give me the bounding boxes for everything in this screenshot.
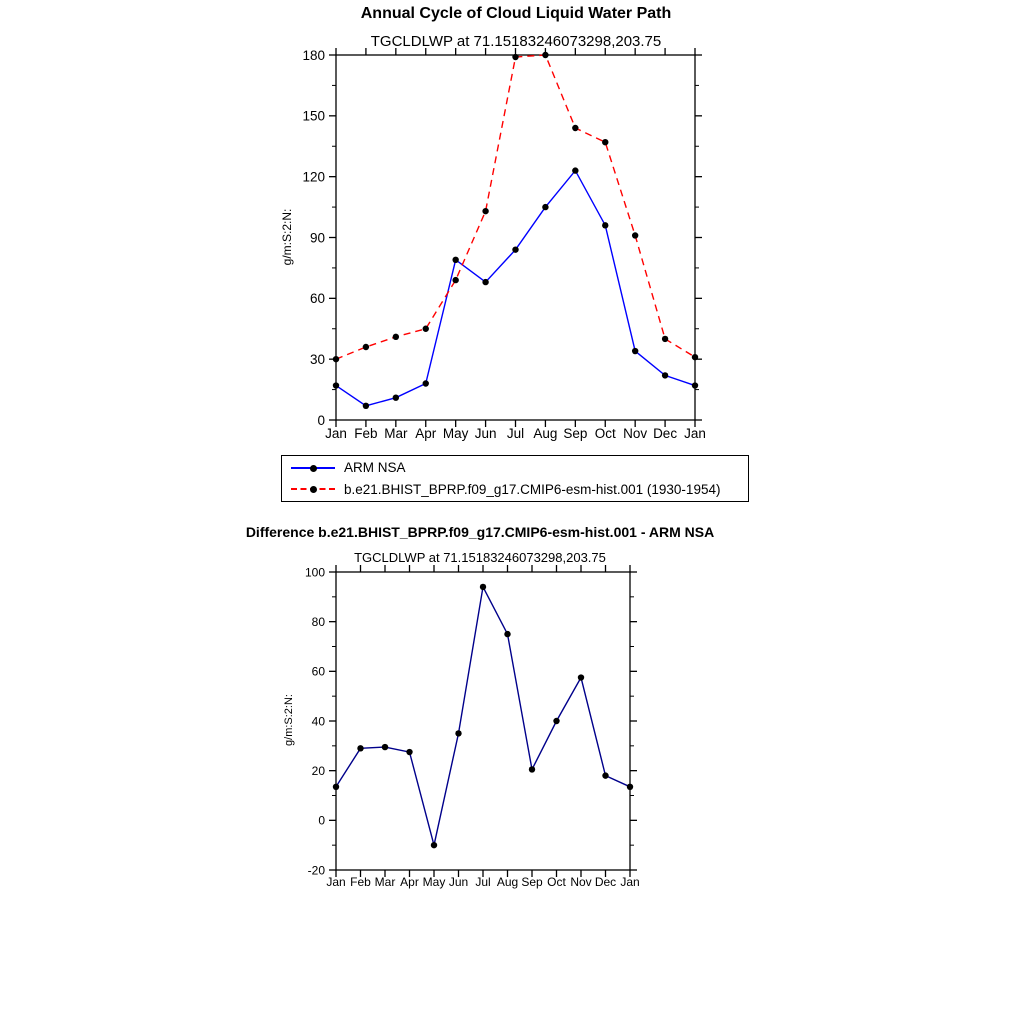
- svg-text:Jan: Jan: [325, 426, 347, 441]
- top-chart-subtitle: TGCLDLWP at 71.15183246073298,203.75: [370, 33, 662, 50]
- svg-text:90: 90: [309, 230, 325, 246]
- svg-text:-20: -20: [307, 863, 325, 878]
- legend-item-arm-nsa: [291, 458, 748, 478]
- svg-text:60: 60: [311, 664, 325, 679]
- svg-text:100: 100: [304, 565, 325, 580]
- legend-marker-dot-icon: [310, 465, 317, 472]
- svg-text:Jul: Jul: [506, 426, 525, 441]
- svg-text:150: 150: [302, 108, 325, 124]
- svg-text:May: May: [422, 875, 446, 889]
- legend-marker-dot-icon: [310, 486, 317, 493]
- diff-chart-title: Difference b.e21.BHIST_BPRP.f09_g17.CMIP6-esm-hist.001 - ARM NSA: [245, 524, 715, 540]
- svg-text:20: 20: [311, 763, 325, 778]
- svg-text:Nov: Nov: [570, 875, 592, 889]
- svg-text:Feb: Feb: [350, 875, 371, 889]
- svg-text:80: 80: [311, 614, 325, 629]
- svg-text:Apr: Apr: [415, 426, 437, 441]
- svg-text:Dec: Dec: [653, 426, 678, 441]
- svg-text:0: 0: [318, 813, 325, 828]
- svg-text:40: 40: [311, 714, 325, 729]
- svg-text:Jun: Jun: [448, 875, 469, 889]
- svg-text:Mar: Mar: [374, 875, 396, 889]
- svg-text:Aug: Aug: [533, 426, 558, 441]
- legend-box: [281, 455, 749, 502]
- svg-text:Jan: Jan: [684, 426, 706, 441]
- diff-chart-y-axis-label: g/m:S:2:N:: [283, 694, 295, 746]
- svg-text:Jan: Jan: [620, 875, 640, 889]
- top-chart-y-axis-label: g/m:S:2:N:: [280, 208, 294, 266]
- top-chart-title: Annual Cycle of Cloud Liquid Water Path: [360, 5, 672, 22]
- svg-text:Feb: Feb: [354, 426, 378, 441]
- svg-text:0: 0: [317, 412, 325, 428]
- legend-line-sample-solid-blue: [291, 467, 335, 469]
- svg-text:Dec: Dec: [594, 875, 617, 889]
- svg-text:Sep: Sep: [563, 426, 588, 441]
- svg-text:180: 180: [302, 47, 325, 63]
- svg-text:30: 30: [309, 352, 325, 368]
- svg-text:Jun: Jun: [474, 426, 497, 441]
- svg-text:Oct: Oct: [594, 426, 616, 441]
- svg-text:Aug: Aug: [496, 875, 519, 889]
- diff-chart-subtitle: TGCLDLWP at 71.15183246073298,203.75: [354, 550, 606, 565]
- legend-label-model: b.e21.BHIST_BPRP.f09_g17.CMIP6-esm-hist.001 (1930-1954): [344, 481, 721, 497]
- svg-text:May: May: [442, 426, 469, 441]
- legend-item-model: [291, 479, 748, 499]
- svg-text:60: 60: [309, 291, 325, 307]
- svg-text:Mar: Mar: [384, 426, 408, 441]
- svg-text:Sep: Sep: [521, 875, 543, 889]
- svg-text:Jul: Jul: [475, 875, 491, 889]
- legend-label-arm-nsa: ARM NSA: [344, 460, 406, 476]
- svg-text:120: 120: [302, 169, 325, 185]
- svg-text:Nov: Nov: [623, 426, 648, 441]
- svg-text:Oct: Oct: [547, 875, 566, 889]
- svg-text:Jan: Jan: [326, 875, 346, 889]
- svg-text:Apr: Apr: [400, 875, 419, 889]
- legend-line-sample-dashed-red: [291, 488, 335, 490]
